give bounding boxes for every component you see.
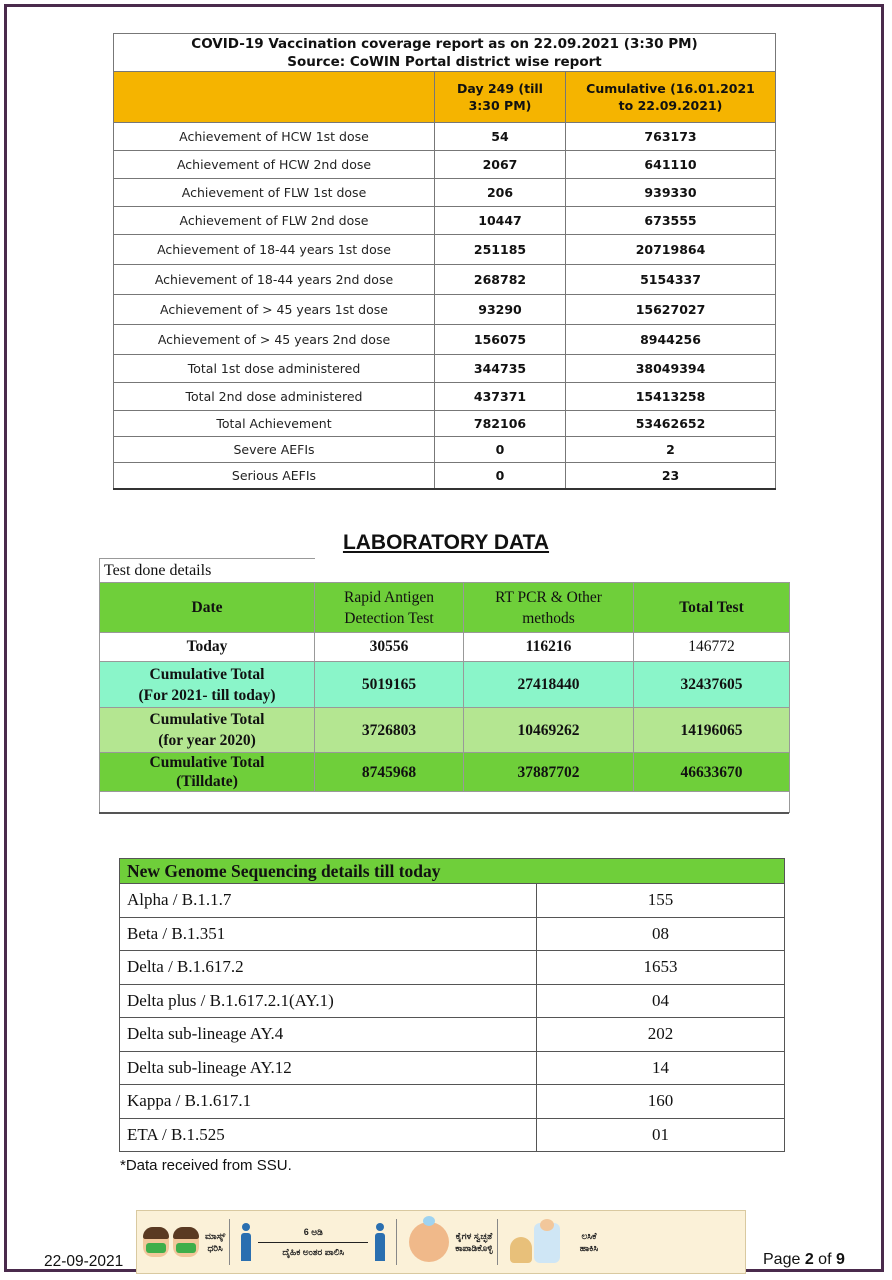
page-prefix: Page xyxy=(763,1251,805,1268)
vaccination-header-blank xyxy=(114,72,435,123)
distance-arrow xyxy=(258,1227,368,1258)
vaccination-header-cumulative xyxy=(566,72,776,123)
lab-row-label-line2: (for year 2020) xyxy=(158,732,256,749)
genome-variant-count: 14 xyxy=(537,1051,785,1085)
vaccination-row-day: 437371 xyxy=(435,383,566,411)
lab-footer-row xyxy=(100,792,790,813)
banner-vaccine-label xyxy=(580,1230,598,1254)
vaccination-row xyxy=(114,463,776,490)
vaccination-table xyxy=(113,33,776,490)
lab-row-total: 146772 xyxy=(634,633,790,662)
vaccination-row-cumulative: 673555 xyxy=(566,207,776,235)
lab-row-label xyxy=(100,753,315,792)
lab-header-date: Date xyxy=(100,583,315,633)
page-of: of xyxy=(813,1251,836,1268)
lab-underline xyxy=(99,812,789,814)
vaccination-row-cumulative: 23 xyxy=(566,463,776,490)
vaccination-row-cumulative: 8944256 xyxy=(566,325,776,355)
banner-mask-label xyxy=(205,1230,225,1254)
lab-header-rapid xyxy=(315,583,464,633)
vaccination-row-cumulative: 38049394 xyxy=(566,355,776,383)
hand-wash-icon xyxy=(409,1222,449,1262)
genome-variant-count: 04 xyxy=(537,984,785,1018)
vaccination-row-day: 782106 xyxy=(435,411,566,437)
vaccination-row-label: Total 2nd dose administered xyxy=(114,383,435,411)
vaccination-icon xyxy=(510,1219,566,1265)
page-number xyxy=(763,1251,845,1269)
vaccination-row-label: Achievement of FLW 1st dose xyxy=(114,179,435,207)
banner-handwash-label xyxy=(455,1230,492,1254)
vaccination-row xyxy=(114,295,776,325)
header-day-line2: 3:30 PM) xyxy=(468,98,532,113)
genome-variant-name: Kappa / B.1.617.1 xyxy=(120,1085,537,1119)
vaccination-row-label: Severe AEFIs xyxy=(114,437,435,463)
vaccination-row-day: 156075 xyxy=(435,325,566,355)
banner-vaccine-line1: ಲಸಿಕೆ xyxy=(581,1231,597,1241)
banner-vaccine-line2: ಹಾಕಿಸಿ xyxy=(579,1243,599,1253)
vaccination-row-label: Achievement of > 45 years 2nd dose xyxy=(114,325,435,355)
vaccination-row-cumulative: 641110 xyxy=(566,151,776,179)
vaccination-row-day: 251185 xyxy=(435,235,566,265)
genome-variant-count: 01 xyxy=(537,1118,785,1152)
vaccination-row xyxy=(114,355,776,383)
genome-variant-count: 155 xyxy=(537,884,785,918)
header-cum-line1: Cumulative (16.01.2021 xyxy=(586,81,755,96)
lab-row-total: 46633670 xyxy=(634,753,790,792)
vaccination-row xyxy=(114,123,776,151)
vaccination-row-label: Achievement of > 45 years 1st dose xyxy=(114,295,435,325)
lab-row-cumulative-tilldate xyxy=(100,753,790,792)
vaccination-row-label: Achievement of FLW 2nd dose xyxy=(114,207,435,235)
genome-variant-count: 08 xyxy=(537,917,785,951)
lab-row-label-line2: (For 2021- till today) xyxy=(138,686,276,704)
page-total: 9 xyxy=(835,1251,845,1268)
laboratory-caption-row xyxy=(100,559,790,583)
lab-row-label-line1: Cumulative Total xyxy=(149,711,265,728)
lab-row-label xyxy=(100,662,315,708)
vaccination-row xyxy=(114,325,776,355)
laboratory-header-row xyxy=(100,583,790,633)
genome-variant-count: 1653 xyxy=(537,951,785,985)
banner-distance-segment xyxy=(234,1211,392,1273)
genome-variant-count: 202 xyxy=(537,1018,785,1052)
vaccination-body xyxy=(114,123,776,490)
header-cum-line2: to 22.09.2021) xyxy=(618,98,723,113)
lab-row-cumulative-2021 xyxy=(100,662,790,708)
lab-row-rtpcr: 37887702 xyxy=(464,753,634,792)
lab-row-label-line1: Cumulative Total xyxy=(149,754,265,771)
lab-header-rtpcr-line1: RT PCR & Other xyxy=(495,588,602,606)
genome-row xyxy=(120,951,785,985)
vaccination-row-cumulative: 763173 xyxy=(566,123,776,151)
vaccination-row-label: Achievement of 18-44 years 1st dose xyxy=(114,235,435,265)
covid-guidelines-banner xyxy=(136,1210,746,1274)
laboratory-title: LABORATORY DATA xyxy=(342,531,550,554)
banner-distance-top: 6 ಅಡಿ xyxy=(303,1226,323,1237)
lab-row-label xyxy=(100,708,315,753)
genome-variant-count: 160 xyxy=(537,1085,785,1119)
lab-row-rapid: 3726803 xyxy=(315,708,464,753)
genome-variant-name: ETA / B.1.525 xyxy=(120,1118,537,1152)
vaccination-row xyxy=(114,179,776,207)
vaccination-row-day: 206 xyxy=(435,179,566,207)
lab-header-rapid-line1: Rapid Antigen xyxy=(344,588,434,606)
vaccination-row-day: 268782 xyxy=(435,265,566,295)
lab-header-rtpcr-line2: methods xyxy=(522,609,575,627)
lab-row-label-line1: Cumulative Total xyxy=(149,665,265,683)
vaccination-row-day: 54 xyxy=(435,123,566,151)
vaccination-row xyxy=(114,411,776,437)
lab-row-rtpcr: 27418440 xyxy=(464,662,634,708)
banner-divider xyxy=(497,1219,498,1265)
banner-mask-line1: ಮಾಸ್ಕ್ xyxy=(205,1231,226,1241)
vaccination-row-cumulative: 20719864 xyxy=(566,235,776,265)
genome-footnote: *Data received from SSU. xyxy=(120,1157,292,1174)
vaccination-header-row xyxy=(114,72,776,123)
double-arrow-icon xyxy=(258,1242,368,1243)
banner-wash-line1: ಕೈಗಳ ಸ್ವಚ್ಛತೆ xyxy=(455,1231,493,1241)
vaccination-row xyxy=(114,207,776,235)
banner-mask-segment xyxy=(137,1211,225,1273)
vaccination-title-row xyxy=(114,34,776,72)
genome-row xyxy=(120,1085,785,1119)
vaccination-row-cumulative: 2 xyxy=(566,437,776,463)
lab-row-rapid: 30556 xyxy=(315,633,464,662)
vaccination-row xyxy=(114,437,776,463)
vaccination-row-cumulative: 939330 xyxy=(566,179,776,207)
banner-distance-bottom: ದೈಹಿಕ ಅಂತರ ಪಾಲಿಸಿ xyxy=(282,1246,345,1257)
header-day-line1: Day 249 (till xyxy=(457,81,543,96)
lab-row-rtpcr: 10469262 xyxy=(464,708,634,753)
lab-row-rtpcr: 116216 xyxy=(464,633,634,662)
laboratory-caption-spacer xyxy=(315,559,790,583)
vaccination-row xyxy=(114,383,776,411)
lab-footer-cell xyxy=(100,792,790,813)
vaccination-header-day xyxy=(435,72,566,123)
banner-divider xyxy=(396,1219,397,1265)
banner-handwash-segment xyxy=(401,1211,492,1273)
vaccination-row-day: 0 xyxy=(435,463,566,490)
vaccination-row-cumulative: 53462652 xyxy=(566,411,776,437)
genome-row xyxy=(120,884,785,918)
vaccination-row-label: Total Achievement xyxy=(114,411,435,437)
genome-row xyxy=(120,1051,785,1085)
lab-row-today xyxy=(100,633,790,662)
lab-header-rtpcr xyxy=(464,583,634,633)
vaccination-title-line1: COVID-19 Vaccination coverage report as on 22.09.2021 (3:30 PM) xyxy=(191,35,698,52)
lab-header-total: Total Test xyxy=(634,583,790,633)
lab-row-rapid: 8745968 xyxy=(315,753,464,792)
genome-body xyxy=(120,884,785,1152)
genome-variant-name: Beta / B.1.351 xyxy=(120,917,537,951)
laboratory-table xyxy=(99,558,790,813)
lab-row-total: 14196065 xyxy=(634,708,790,753)
vaccination-row-day: 10447 xyxy=(435,207,566,235)
vaccination-row-label: Achievement of 18-44 years 2nd dose xyxy=(114,265,435,295)
lab-row-label-line2: (Tilldate) xyxy=(176,773,238,790)
genome-row xyxy=(120,1118,785,1152)
banner-mask-line2: ಧರಿಸಿ xyxy=(207,1243,223,1253)
lab-row-total: 32437605 xyxy=(634,662,790,708)
masked-face-icon xyxy=(173,1227,199,1257)
genome-row xyxy=(120,1018,785,1052)
person-icon xyxy=(240,1223,252,1261)
vaccination-row-cumulative: 15627027 xyxy=(566,295,776,325)
vaccination-row-day: 2067 xyxy=(435,151,566,179)
genome-row xyxy=(120,917,785,951)
laboratory-caption: Test done details xyxy=(100,559,315,583)
genome-variant-name: Delta plus / B.1.617.2.1(AY.1) xyxy=(120,984,537,1018)
lab-header-rapid-line2: Detection Test xyxy=(344,609,434,627)
genome-title: New Genome Sequencing details till today xyxy=(120,859,785,884)
vaccination-row xyxy=(114,235,776,265)
banner-vaccine-segment xyxy=(502,1211,598,1273)
vaccination-title xyxy=(114,34,776,72)
genome-row xyxy=(120,984,785,1018)
vaccination-row-cumulative: 5154337 xyxy=(566,265,776,295)
vaccination-row xyxy=(114,265,776,295)
page-current: 2 xyxy=(804,1251,814,1268)
lab-row-rapid: 5019165 xyxy=(315,662,464,708)
vaccination-row-label: Achievement of HCW 1st dose xyxy=(114,123,435,151)
masked-face-icon xyxy=(143,1227,169,1257)
vaccination-row-label: Achievement of HCW 2nd dose xyxy=(114,151,435,179)
genome-variant-name: Delta sub-lineage AY.4 xyxy=(120,1018,537,1052)
genome-variant-name: Alpha / B.1.1.7 xyxy=(120,884,537,918)
vaccination-row xyxy=(114,151,776,179)
vaccination-row-label: Serious AEFIs xyxy=(114,463,435,490)
vaccination-title-line2: Source: CoWIN Portal district wise report xyxy=(287,53,602,70)
vaccination-row-cumulative: 15413258 xyxy=(566,383,776,411)
vaccination-row-day: 93290 xyxy=(435,295,566,325)
genome-variant-name: Delta / B.1.617.2 xyxy=(120,951,537,985)
banner-wash-line2: ಕಾಪಾಡಿಕೊಳ್ಳಿ xyxy=(455,1243,493,1253)
genome-variant-name: Delta sub-lineage AY.12 xyxy=(120,1051,537,1085)
person-icon xyxy=(374,1223,386,1261)
lab-row-cumulative-2020 xyxy=(100,708,790,753)
vaccination-row-day: 0 xyxy=(435,437,566,463)
footer-date: 22-09-2021 xyxy=(44,1253,124,1270)
genome-table xyxy=(119,858,785,1152)
vaccination-row-day: 344735 xyxy=(435,355,566,383)
genome-header-row xyxy=(120,859,785,884)
banner-divider xyxy=(229,1219,230,1265)
vaccination-row-label: Total 1st dose administered xyxy=(114,355,435,383)
lab-row-label: Today xyxy=(100,633,315,662)
